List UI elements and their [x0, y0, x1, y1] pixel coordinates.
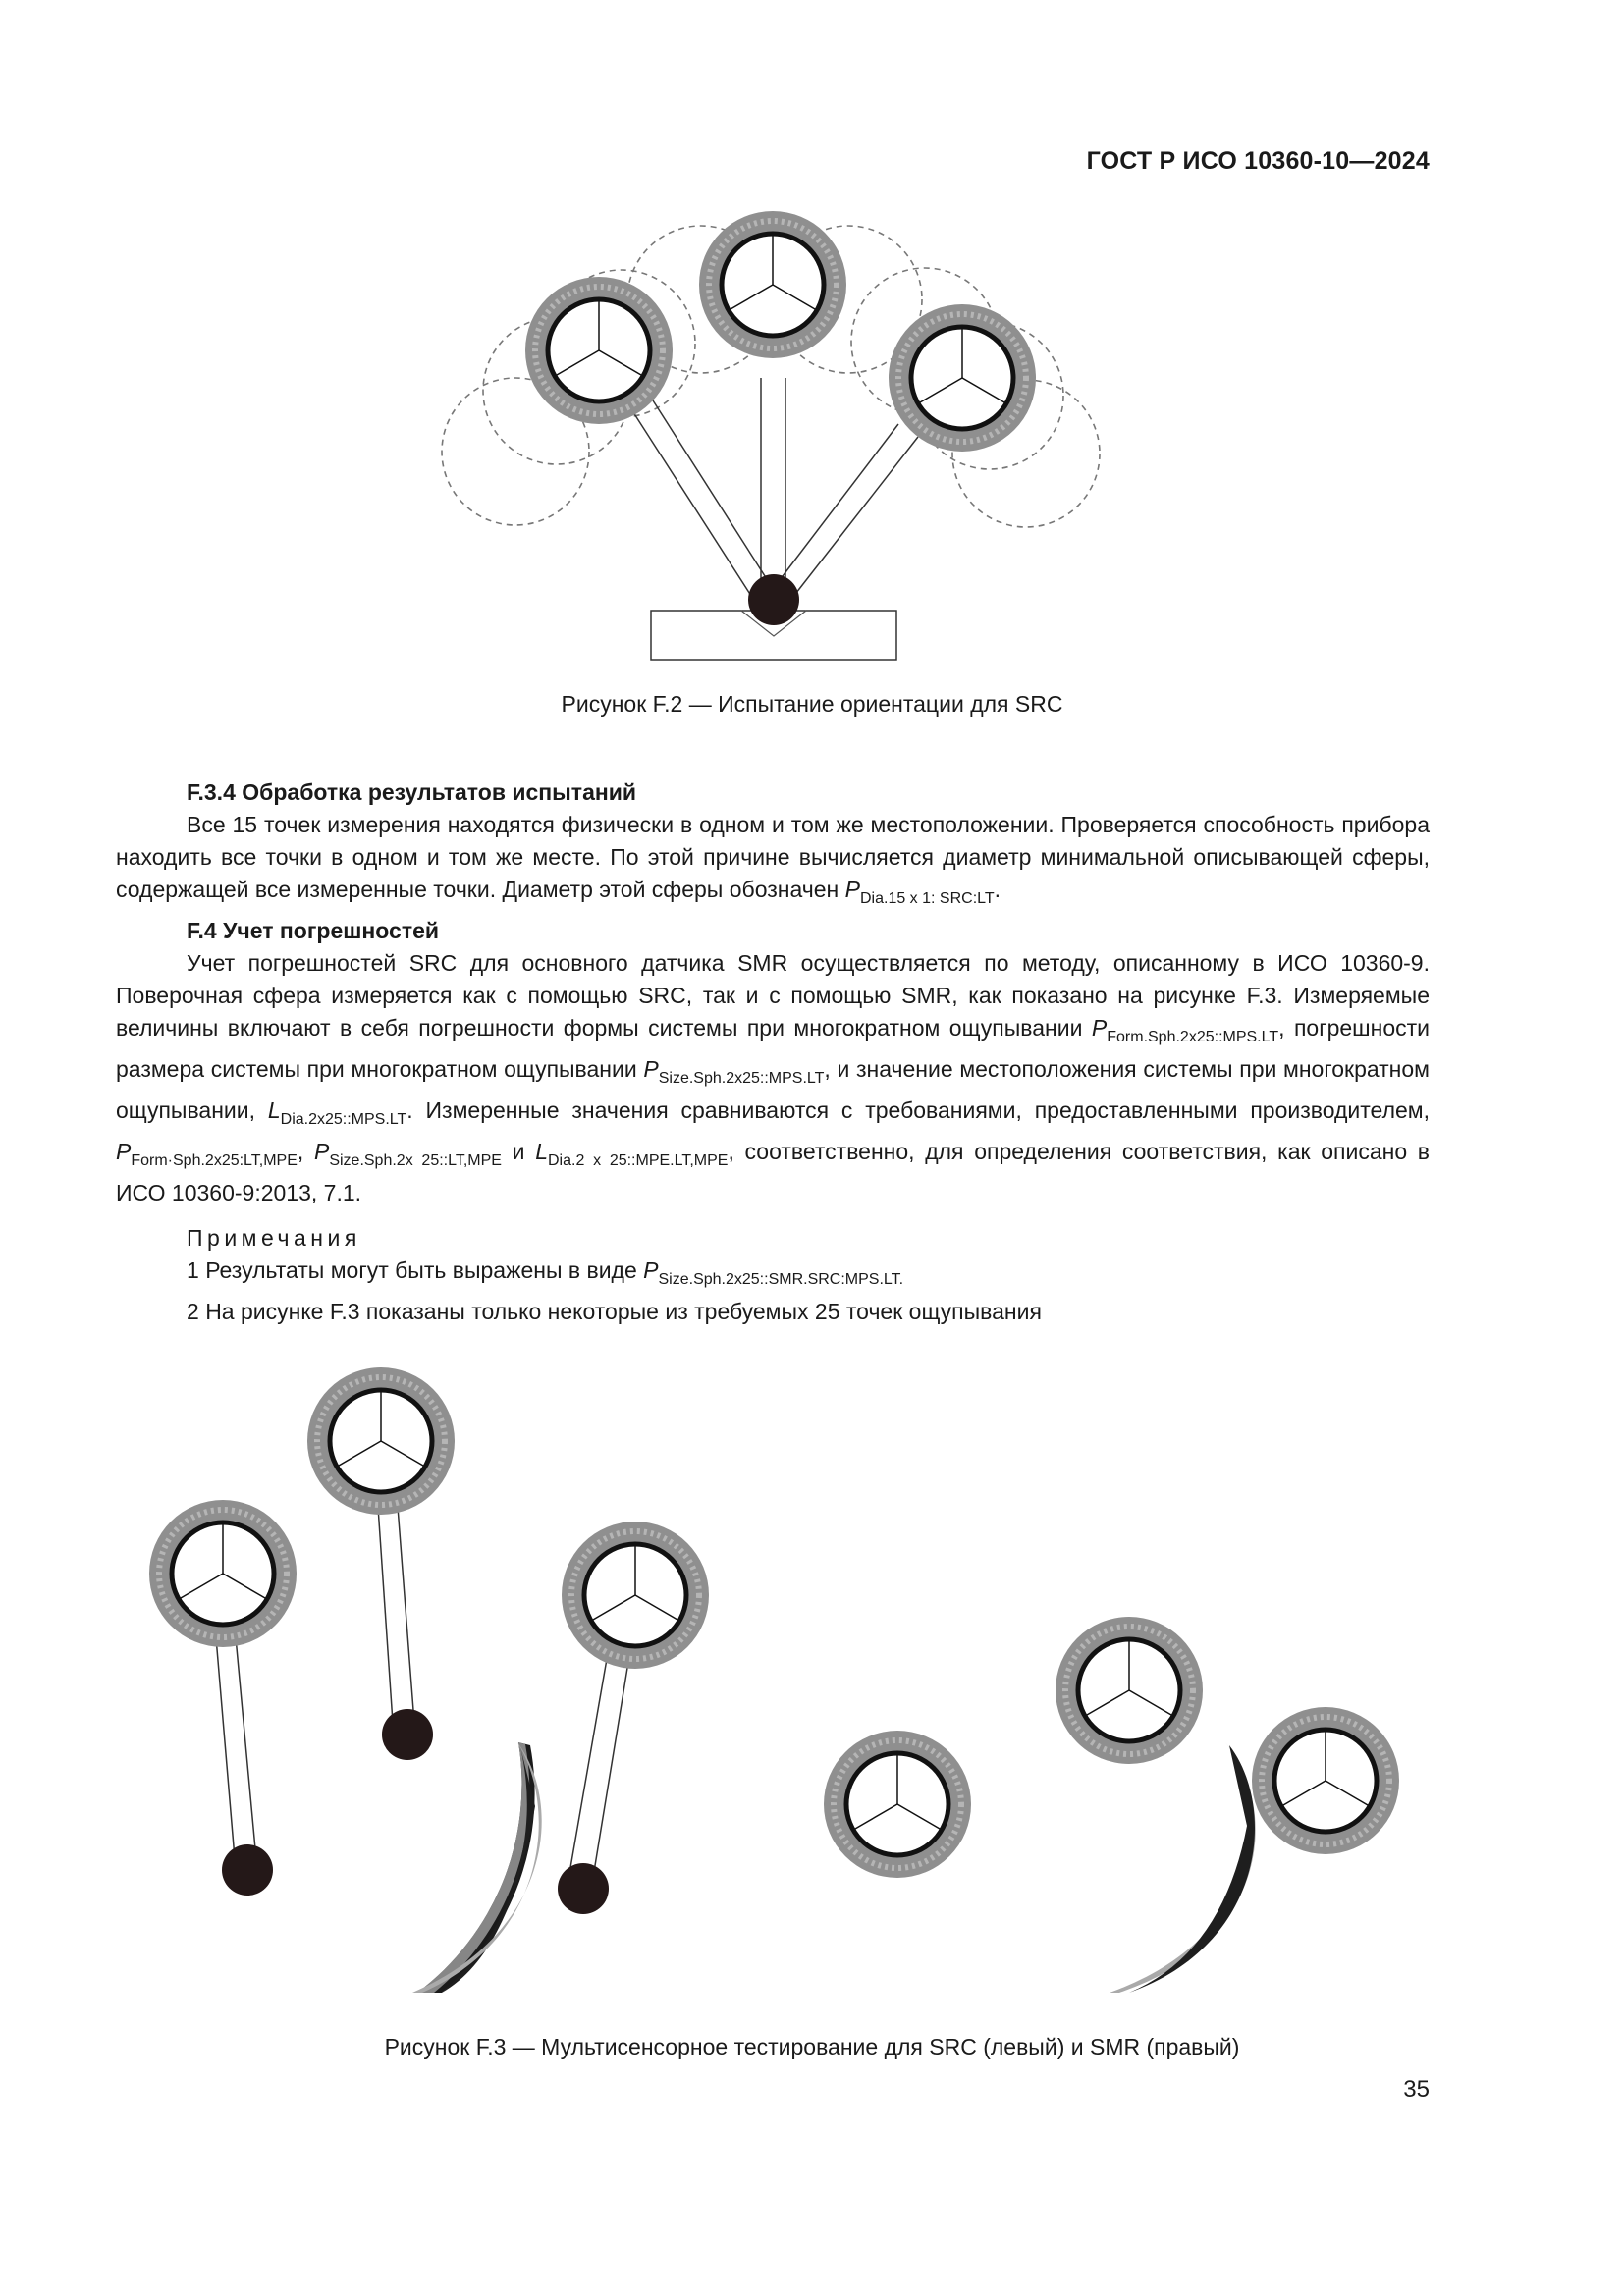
section-f34-paragraph: Все 15 точек измерения находятся физически в одном и том же местоположении. Проверяется способность прибора находить все точки в одном и том же месте. По этой причине вычисляется диаметр минимальной описывающей сферы, содержащей все измеренные точки. Диаметр этой сферы обозначен $P_{Dia.15 x 1: SRC:LT}$.: [116, 812, 1430, 907]
figure-f3: [0, 1325, 1624, 2012]
notes-block: [187, 1222, 1042, 1328]
smr-sphere-2: [1056, 1617, 1203, 1764]
section-f4-heading: F.4 Учет погрешностей: [187, 918, 440, 943]
reference-sphere-arc-right: [1110, 1742, 1256, 1993]
body-text: [116, 776, 1430, 1209]
figure-f2: [0, 0, 1624, 687]
src-stylus-tip-1: [222, 1844, 273, 1896]
note-2: 2 На рисунке F.3 показаны только некоторые из требуемых 25 точек ощупывания: [187, 1299, 1042, 1324]
src-sphere-3: [562, 1522, 709, 1669]
stylus-tip: [748, 574, 799, 625]
note-1: 1 Результаты могут быть выражены в виде $P_{Size.Sph.2x25::SMR.SRC:MPS.LT.}$: [187, 1257, 904, 1288]
smr-sphere-3: [1252, 1707, 1399, 1854]
src-stylus-tip-3: [558, 1863, 609, 1914]
document-header: ГОСТ Р ИСО 10360-10—2024: [1086, 147, 1430, 175]
probe-stems: [633, 378, 918, 607]
notes-title: Примечания: [187, 1225, 361, 1251]
src-sphere-2: [307, 1367, 455, 1515]
src-stylus-tip-2: [382, 1709, 433, 1760]
figure-f2-caption: Рисунок F.2 — Испытание ориентации для SRC: [561, 691, 1063, 717]
section-f4-paragraph: Учет погрешностей SRC для основного датчика SMR осуществляется по методу, описанному в ИСО 10360-9. Поверочная сфера измеряется как с помощью SRC, так и с помощью SMR, как показано на рисунке F.3. Измеряемые величины включают в себя погрешности формы системы при многократном ощупывании $P_{Form.Sph.2x25::MPS.LT}$, погрешности размера системы при многократном ощупывании $P_{Size.Sph.2x25::MPS.LT}$, и значение местоположения системы при многократном ощупывании, $L_{Dia.2x25::MPS.LT}$. Измеренные значения сравниваются с требованиями, предоставленными производителем, $P_{Form\cdot Sph.2x25:LT,MPE}$, $P_{Size.Sph.2x 25::LT,MPE}$ и $L_{Dia.2 x 25::MPE.LT,MPE}$, соответственно, для определения соответствия, как описано в ИСО 10360-9:2013, 7.1.: [116, 950, 1431, 1205]
smr-sphere-right: [889, 304, 1036, 452]
src-sphere-1: [149, 1500, 297, 1647]
figure-f3-caption: Рисунок F.3 — Мультисенсорное тестирование для SRC (левый) и SMR (правый): [384, 2034, 1240, 2059]
page-number: 35: [1403, 2076, 1430, 2103]
smr-sphere-1: [824, 1731, 971, 1878]
section-f34-heading: F.3.4 Обработка результатов испытаний: [187, 779, 637, 805]
smr-sphere-left: [525, 277, 673, 424]
smr-sphere-center: [699, 211, 846, 358]
